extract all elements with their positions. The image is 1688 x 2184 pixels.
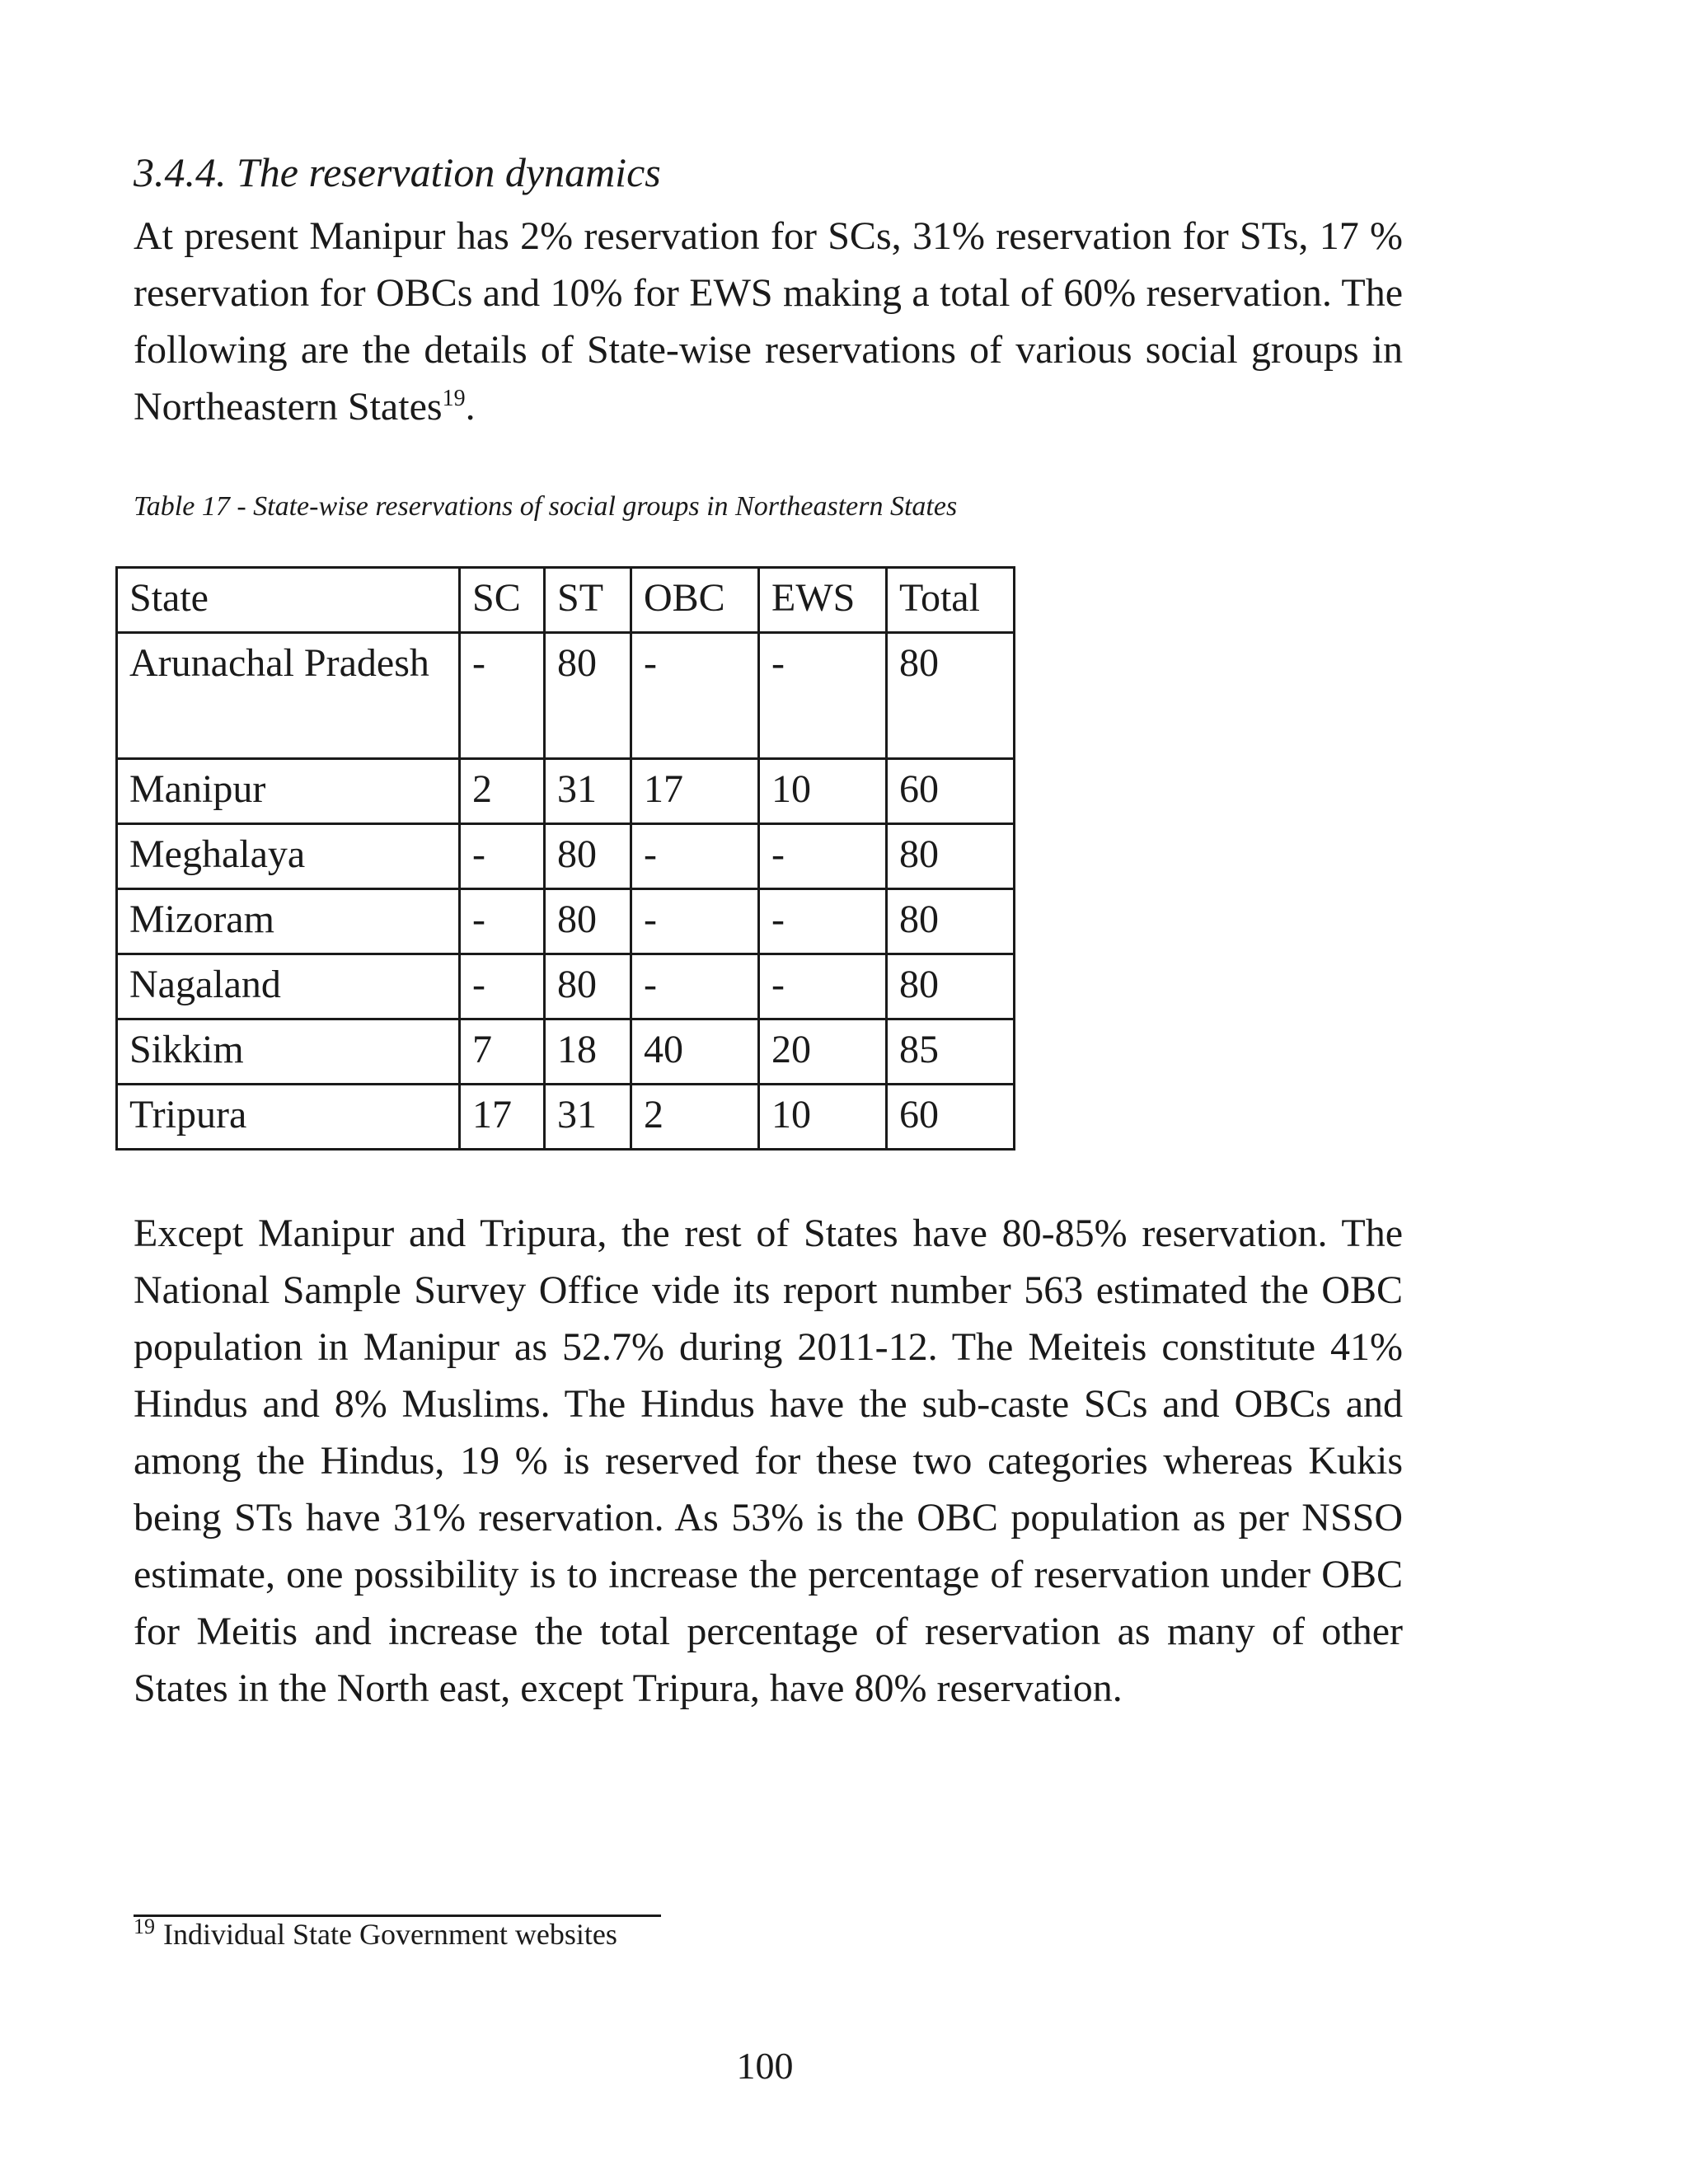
- cell-obc: 17: [631, 759, 759, 824]
- section-heading: 3.4.4. The reservation dynamics: [134, 149, 661, 195]
- cell-sc: -: [460, 889, 545, 954]
- cell-st: 80: [545, 889, 631, 954]
- cell-obc: -: [631, 889, 759, 954]
- cell-sc: -: [460, 824, 545, 889]
- cell-ews: -: [759, 954, 887, 1019]
- table-row: [117, 759, 1015, 824]
- cell-ews: -: [759, 824, 887, 889]
- cell-state: Sikkim: [117, 1019, 460, 1085]
- cell-sc: 17: [460, 1085, 545, 1150]
- cell-ews: -: [759, 633, 887, 759]
- cell-state: Meghalaya: [117, 824, 460, 889]
- table-row: [117, 954, 1015, 1019]
- cell-obc: -: [631, 954, 759, 1019]
- cell-ews: 20: [759, 1019, 887, 1085]
- intro-end: .: [465, 385, 476, 429]
- cell-ews: 10: [759, 1085, 887, 1150]
- page-number: 100: [736, 2045, 794, 2087]
- header-obc: OBC: [631, 568, 759, 633]
- cell-st: 31: [545, 1085, 631, 1150]
- cell-state: Nagaland: [117, 954, 460, 1019]
- cell-obc: -: [631, 633, 759, 759]
- reservation-table: [115, 566, 1015, 1151]
- cell-state: Tripura: [117, 1085, 460, 1150]
- cell-total: 60: [887, 759, 1015, 824]
- cell-total: 80: [887, 889, 1015, 954]
- cell-obc: 2: [631, 1085, 759, 1150]
- cell-st: 18: [545, 1019, 631, 1085]
- cell-ews: 10: [759, 759, 887, 824]
- cell-st: 80: [545, 954, 631, 1019]
- footnote-number: 19: [134, 1915, 155, 1938]
- intro-text: At present Manipur has 2% reservation for SCs, 31% reservation for STs, 17 % reservation for OBCs and 10% for EWS making a total of 60% reservation. The following are the details of State-wise reservations of various social groups in Northeastern States: [134, 214, 1403, 429]
- header-state: State: [117, 568, 460, 633]
- header-total: Total: [887, 568, 1015, 633]
- cell-sc: -: [460, 954, 545, 1019]
- cell-st: 80: [545, 824, 631, 889]
- cell-state: Arunachal Pradesh: [117, 633, 460, 759]
- table-row: [117, 1085, 1015, 1150]
- cell-obc: -: [631, 824, 759, 889]
- cell-sc: -: [460, 633, 545, 759]
- table-row: [117, 889, 1015, 954]
- cell-sc: 2: [460, 759, 545, 824]
- header-sc: SC: [460, 568, 545, 633]
- header-st: ST: [545, 568, 631, 633]
- footnote: [134, 1917, 617, 1952]
- cell-st: 31: [545, 759, 631, 824]
- table-header-row: [117, 568, 1015, 633]
- cell-state: Manipur: [117, 759, 460, 824]
- cell-ews: -: [759, 889, 887, 954]
- cell-total: 80: [887, 954, 1015, 1019]
- body-paragraph: Except Manipur and Tripura, the rest of States have 80-85% reservation. The National Sample Survey Office vide its report number 563 estimated the OBC population in Manipur as 52.7% during 2011-12. The Meiteis constitute 41% Hindus and 8% Muslims. The Hindus have the sub-caste SCs and OBCs and among the Hindus, 19 % is reserved for these two categories whereas Kukis being STs have 31% reservation. As 53% is the OBC population as per NSSO estimate, one possibility is to increase the percentage of reservation under OBC for Meitis and increase the total percentage of reservation as many of other States in the North east, except Tripura, have 80% reservation.: [134, 1212, 1403, 1710]
- cell-sc: 7: [460, 1019, 545, 1085]
- cell-obc: 40: [631, 1019, 759, 1085]
- intro-paragraph: [134, 208, 1403, 435]
- footnote-reference[interactable]: 19: [442, 386, 466, 411]
- cell-state: Mizoram: [117, 889, 460, 954]
- table-caption: Table 17 - State-wise reservations of social groups in Northeastern States: [134, 491, 958, 522]
- cell-total: 80: [887, 824, 1015, 889]
- cell-total: 80: [887, 633, 1015, 759]
- table-row: [117, 1019, 1015, 1085]
- cell-total: 60: [887, 1085, 1015, 1150]
- table-row: [117, 824, 1015, 889]
- table-row: [117, 633, 1015, 759]
- cell-st: 80: [545, 633, 631, 759]
- header-ews: EWS: [759, 568, 887, 633]
- cell-total: 85: [887, 1019, 1015, 1085]
- footnote-text: Individual State Government websites: [163, 1918, 617, 1951]
